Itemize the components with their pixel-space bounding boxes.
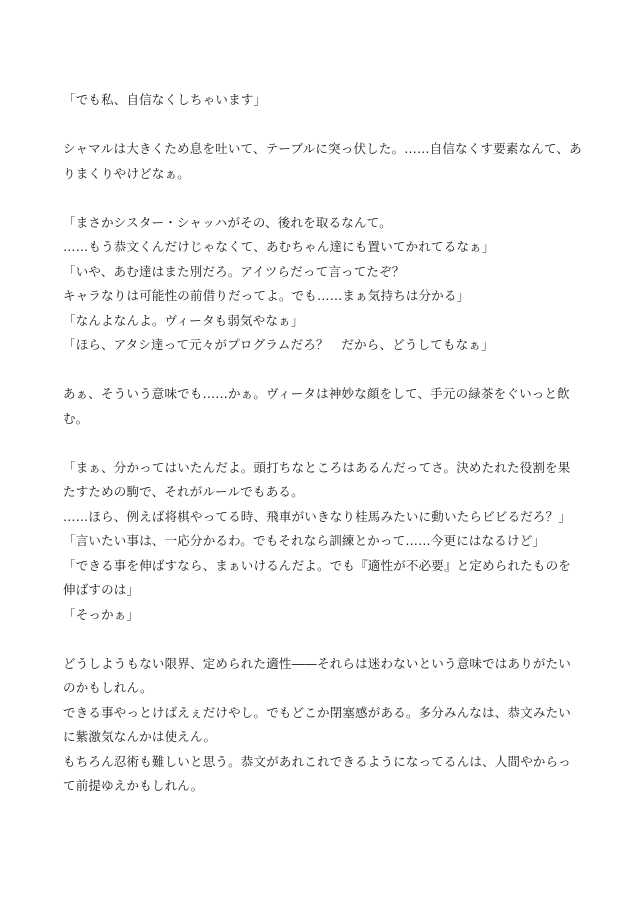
body-text (63, 88, 583, 799)
dialogue-line: 「でも私、自信なくしちゃいます」 (63, 92, 267, 107)
dialogue-line: キャラなりは可能性の前借りだってよ。でも……まぁ気持ちは分かる」 (63, 288, 470, 303)
paragraph-gap (63, 358, 583, 383)
paragraph-gap (63, 431, 583, 456)
dialogue-line: 「なんよなんよ。ヴィータも弱気やなぁ」 (63, 312, 304, 328)
paragraph-gap (63, 186, 583, 211)
dialogue-line: ……もう恭文くんだけじゃなくて、あむちゃん達にも置いてかれてるなぁ」 (63, 239, 495, 254)
dialogue-line: 「できる事を伸ばすなら、まぁいけるんだよ。でも『適性が不必要』と定められたものを伸ばすのは」 (63, 557, 572, 597)
dialogue-line: ……ほら、例えば将棋やってる時、飛車がいきなり桂馬みたいに動いたらビビるだろ？」 (63, 508, 572, 524)
paragraph-gap (63, 627, 583, 652)
dialogue-line: 「まさかシスター・シャッハがその、後れを取るなんて。 (63, 214, 392, 230)
narration-line: シャマルは大きくため息を吐いて、テーブルに突っ伏した。……自信なくす要素なんて、ありまくりやけどなぁ。 (63, 141, 582, 181)
dialogue-line: 「ほら、アタシ達って元々がプログラムだろ？ だから、どうしてもなぁ」 (63, 337, 494, 352)
dialogue-line: 「言いたい事は、一応分かるわ。でもそれなら訓練とかって……今更にはなるけど」 (63, 533, 546, 548)
narration-line: どうしようもない限界、定められた適性――それらは迷わないという意味ではありがたいのかもしれん。 (63, 655, 572, 695)
narration-line: あぁ、そういう意味でも……かぁ。ヴィータは神妙な顔をして、手元の緑茶をぐいっと飲む。 (63, 386, 570, 426)
dialogue-line: 「いや、あむ達はまた別だろ。アイツらだって言ってたぞ？ (63, 263, 405, 279)
dialogue-line: 「まぁ、分かってはいたんだよ。頭打ちなところはあるんだってさ。決めたれた役割を果たすための駒で、それがルールでもある。 (63, 459, 571, 499)
dialogue-line: 「そっかぁ」 (63, 606, 140, 622)
narration-line: できる事やっとけばえぇだけやし。でもどこか閉塞感がある。多分みんなは、恭文みたいに紫激気なんかは使えん。 (63, 704, 572, 744)
paragraph-gap (63, 113, 583, 138)
narration-line: もちろん忍術も難しいと思う。恭文があれこれできるようになってるんは、人間やからって前提ゆえかもしれん。 (63, 753, 572, 793)
